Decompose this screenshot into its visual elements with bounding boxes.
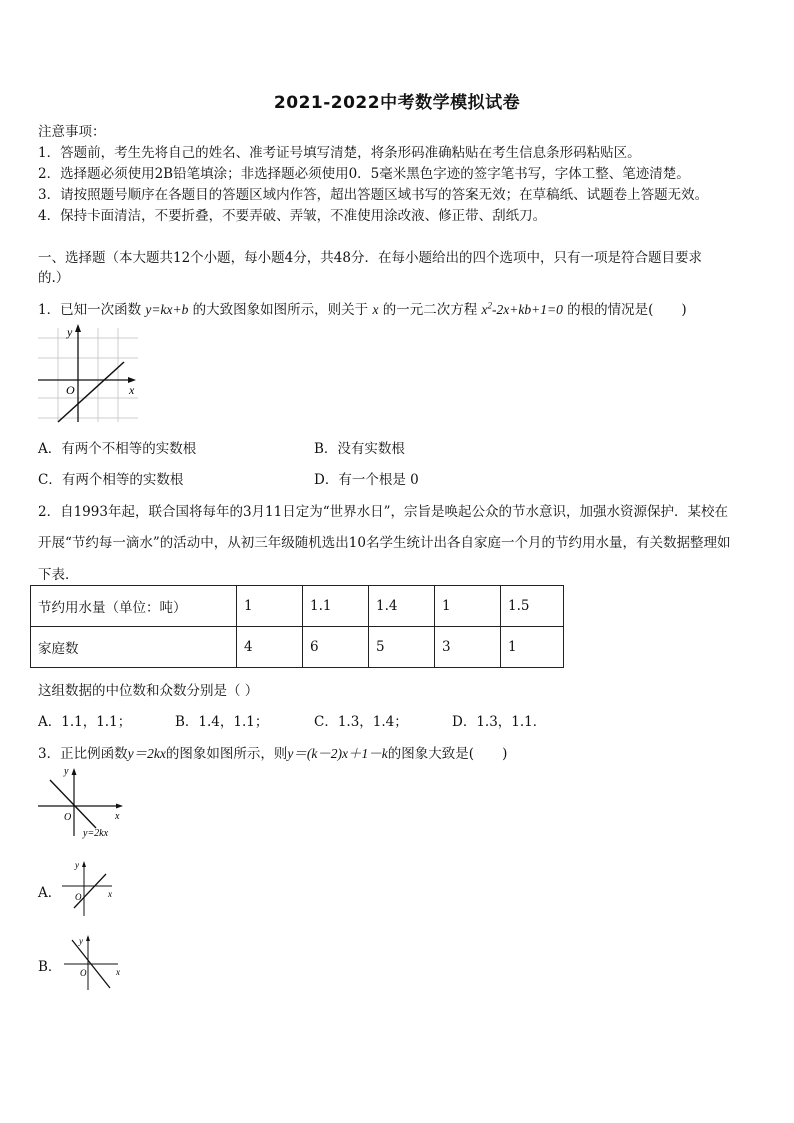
q1-graph bbox=[34, 322, 144, 426]
notice-heading: 注意事项： bbox=[38, 124, 106, 140]
notice-item: 4．保持卡面清洁，不要折叠，不要弄破、弄皱，不准使用涂改液、修正带、刮纸刀。 bbox=[38, 208, 547, 224]
svg-text:x: x bbox=[129, 383, 135, 397]
notice-item: 2．选择题必须使用2B铅笔填涂；非选择题必须使用0．5毫米黑色字迹的签字笔书写，字体工整、笔迹清楚。 bbox=[38, 166, 690, 182]
svg-text:O: O bbox=[64, 812, 72, 823]
q3-stem: 3．正比例函数y＝2kx的图象如图所示，则y＝(k－2)x＋1－k的图象大致是( ) bbox=[38, 746, 508, 762]
svg-text:O: O bbox=[66, 383, 75, 397]
q1-variable: x bbox=[372, 302, 379, 317]
notice-item: 1．答题前，考生先将自己的姓名、准考证号填写清楚，将条形码准确粘贴在考生信息条形码粘贴区。 bbox=[38, 145, 641, 161]
q2-stem-line1: 2．自1993年起，联合国将每年的3月11日定为“世界水日”，宗旨是唤起公众的节水意识，加强水资源保护．某校在 bbox=[38, 504, 729, 520]
q1-option-d[interactable]: D．有一个根是 0 bbox=[314, 472, 419, 488]
q2-option-d[interactable]: D．1.3，1.1． bbox=[452, 714, 547, 730]
svg-text:O: O bbox=[80, 968, 87, 978]
q3-option-b-graph[interactable] bbox=[62, 934, 124, 992]
table-cell: 1.4 bbox=[369, 586, 435, 627]
q1-stem: 1．已知一次函数 y=kx+b 的大致图象如图所示，则关于 x 的一元二次方程 $x^2-2x+kb+1=0$ 的根的情况是( ) bbox=[38, 300, 687, 318]
svg-text:x: x bbox=[115, 811, 120, 822]
table-header-cell: 节约用水量（单位：吨） bbox=[31, 586, 237, 627]
table-cell: 6 bbox=[303, 627, 369, 668]
svg-text:x: x bbox=[116, 967, 120, 977]
q1-option-b[interactable]: B．没有实数根 bbox=[314, 441, 405, 457]
q2-question: 这组数据的中位数和众数分别是（ ） bbox=[38, 683, 259, 699]
table-cell: 1.1 bbox=[303, 586, 369, 627]
q1-option-c[interactable]: C．有两个相等的实数根 bbox=[38, 472, 184, 488]
q3-option-b-label[interactable]: B． bbox=[38, 959, 62, 975]
section-heading-cont: 的.） bbox=[38, 270, 70, 286]
q1-equation: $x^2-2x+kb+1=0$ bbox=[481, 300, 563, 317]
table-cell: 3 bbox=[435, 627, 501, 668]
table-cell: 1.5 bbox=[501, 586, 564, 627]
table-row bbox=[31, 627, 564, 668]
svg-text:O: O bbox=[75, 892, 82, 902]
function-line bbox=[50, 780, 96, 828]
svg-text:y: y bbox=[75, 860, 79, 870]
water-saving-table bbox=[30, 585, 564, 668]
table-cell: 1 bbox=[237, 586, 303, 627]
table-row bbox=[31, 586, 564, 627]
svg-text:y=2kx: y=2kx bbox=[83, 828, 109, 839]
q2-stem-line3: 下表． bbox=[38, 567, 79, 583]
q2-option-b[interactable]: B．1.4，1.1； bbox=[175, 714, 269, 730]
svg-text:y: y bbox=[79, 936, 83, 946]
q3-option-a-label[interactable]: A． bbox=[38, 885, 62, 901]
q3-function-2: y＝(k－2)x＋1－k bbox=[287, 746, 388, 761]
q3-function-1: y＝2kx bbox=[127, 746, 166, 761]
page-title: 2021-2022中考数学模拟试卷 bbox=[273, 93, 521, 113]
table-header-cell: 家庭数 bbox=[31, 627, 237, 668]
q2-option-c[interactable]: C．1.3，1.4； bbox=[314, 714, 408, 730]
q3-graph bbox=[36, 764, 126, 844]
svg-text:y: y bbox=[67, 325, 73, 339]
table-cell: 4 bbox=[237, 627, 303, 668]
function-line bbox=[74, 874, 106, 908]
q3-option-a-graph[interactable] bbox=[60, 860, 122, 920]
svg-text:y: y bbox=[64, 766, 69, 777]
table-cell: 1 bbox=[435, 586, 501, 627]
notice-item: 3．请按照题号顺序在各题目的答题区域内作答，超出答题区域书写的答案无效；在草稿纸、试题卷上答题无效。 bbox=[38, 187, 709, 203]
table-cell: 1 bbox=[501, 627, 564, 668]
q1-option-a[interactable]: A．有两个不相等的实数根 bbox=[38, 441, 197, 457]
table-cell: 5 bbox=[369, 627, 435, 668]
svg-text:x: x bbox=[108, 889, 112, 899]
q1-function: y=kx+b bbox=[145, 302, 189, 317]
q2-stem-line2: 开展“节约每一滴水”的活动中，从初三年级随机选出10名学生统计出各自家庭一个月的节约用水量，有关数据整理如 bbox=[38, 535, 731, 551]
q2-option-a[interactable]: A．1.1，1.1； bbox=[38, 714, 132, 730]
section-heading: 一、选择题（本大题共12个小题，每小题4分，共48分．在每小题给出的四个选项中，只有一项是符合题目要求 bbox=[38, 250, 702, 266]
